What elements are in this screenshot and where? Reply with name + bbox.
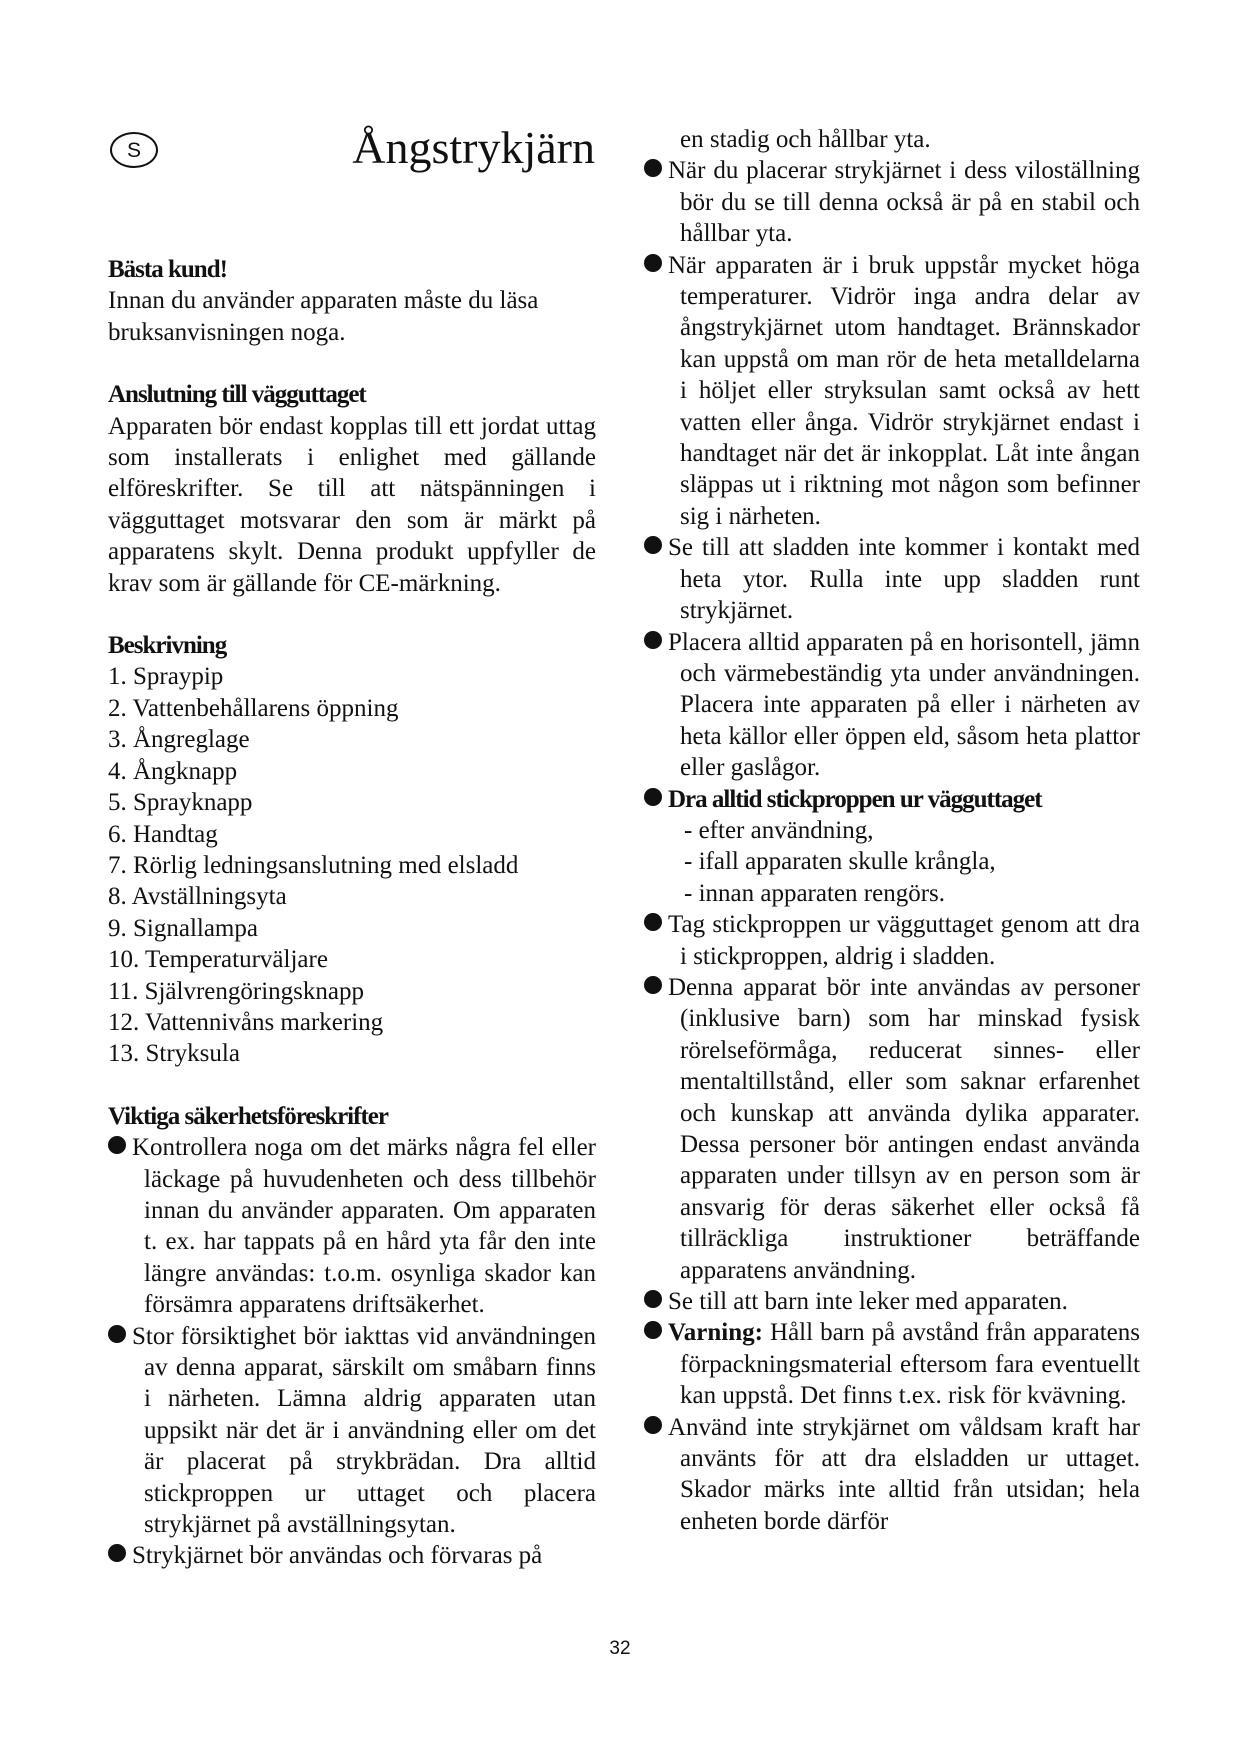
safety-bullet: Denna apparat bör inte användas av personer (inklusive barn) som har minskad fysisk rörelseförmåga, reducerat sinnes- eller mentaltillstånd, eller som saknar erfarenhet och kunskap att använda dylika apparater. Dessa personer bör antingen endast använda apparaten under tillsyn av en person som är ansvarig för deras säkerhet eller också få tillräckliga instruktioner beträffande apparatens användning. [644, 972, 1140, 1286]
parts-list-item: 3. Ångreglage [108, 726, 250, 754]
bullet-dot-icon [644, 788, 662, 806]
safety-bullet: När apparaten är i bruk uppstår mycket höga temperaturer. Vidrör inga andra delar av ångstrykjärnet utom handtaget. Brännskador kan uppstå om man rör de heta metalldelarna i höljet eller stryksulan samt också av hett vatten eller ånga. Vidrör strykjärnet endast i handtaget när det är inkopplat. Låt inte ångan släppas ut i riktning mot någon som befinner sig i närheten. [644, 250, 1140, 533]
connection-heading: Anslutning till vägguttaget [108, 381, 366, 409]
safety-bullet: Se till att sladden inte kommer i kontakt med heta ytor. Rulla inte upp sladden runt strykjärnet. [644, 532, 1140, 626]
bullet-dot-icon [644, 631, 662, 649]
bullet-dot-icon [644, 976, 662, 994]
description-section [108, 630, 596, 1070]
safety-bullet: Se till att barn inte leker med apparaten. [644, 1286, 1140, 1317]
bullet-dot-icon [644, 1321, 662, 1339]
safety-section [108, 1101, 596, 1572]
unplug-item: - ifall apparaten skulle krångla, [684, 848, 996, 876]
safety-heading: Viktiga säkerhetsföreskrifter [108, 1102, 388, 1130]
page-title: Ångstrykjärn [352, 122, 595, 173]
description-heading: Beskrivning [108, 632, 227, 660]
safety-bullet: När du placerar strykjärnet i dess viloställning bör du se till denna också är på en stabil och hållbar yta. [644, 155, 1140, 249]
language-badge: S [110, 132, 158, 168]
left-column [108, 254, 596, 1572]
safety-bullet: Placera alltid apparaten på en horisontell, jämn och värmebeständig yta under användningen. Placera inte apparaten på eller i närheten av heta källor eller öppen eld, såsom heta plattor eller gaslågor. [644, 627, 1140, 784]
bullet-dot-icon [108, 1136, 126, 1154]
greeting-section [108, 254, 596, 348]
parts-list-item: 11. Självrengöringsknapp [108, 977, 364, 1005]
parts-list [108, 661, 596, 1069]
parts-list-item: 8. Avställningsyta [108, 883, 287, 911]
unplug-item: - innan apparaten rengörs. [684, 879, 945, 907]
bullet-dot-icon [108, 1325, 126, 1343]
parts-list-item: 6. Handtag [108, 820, 218, 848]
bullet-dot-icon [644, 1290, 662, 1308]
bullet-dot-icon [644, 254, 662, 272]
safety-bullet: Stor försiktighet bör iakttas vid användningen av denna apparat, särskilt om småbarn finns i närheten. Lämna aldrig apparaten utan uppsikt när det är i användning eller om det är placerat på strykbrädan. Dra alltid stickproppen ur uttaget och placera strykjärnet på avställningsytan. [108, 1321, 596, 1541]
parts-list-item: 12. Vattennivåns markering [108, 1008, 384, 1036]
bullet-dot-icon [644, 913, 662, 931]
warning-label: Varning: [668, 1319, 763, 1347]
parts-list-item: 1. Spraypip [108, 663, 224, 691]
page-number: 32 [609, 1638, 631, 1659]
unplug-item: - efter användning, [684, 816, 874, 844]
parts-list-item: 7. Rörlig ledningsanslutning med elsladd [108, 851, 519, 879]
parts-list-item: 4. Ångknapp [108, 757, 238, 785]
bullet-dot-icon [644, 536, 662, 554]
safety-bullet: Kontrollera noga om det märks några fel eller läckage på huvudenheten och dess tillbehör innan du använder apparaten. Om apparaten t. ex. har tappats på en hård yta får den inte längre användas: t.o.m. osynliga skador kan försämra apparatens driftsäkerhet. [108, 1132, 596, 1320]
greeting-text: Innan du använder apparaten måste du läsa bruksanvisningen noga. [108, 287, 539, 346]
parts-list-item: 10. Temperaturväljare [108, 946, 328, 974]
warning-text: Håll barn på avstånd från apparatens förpackningsmaterial eftersom fara eventuellt kan uppstå. Det finns t.ex. risk för kvävning. [680, 1319, 1140, 1410]
bullet-dot-icon [644, 159, 662, 177]
bullet-dot-icon [108, 1544, 126, 1562]
bullet-dot-icon [644, 1416, 662, 1434]
right-column [644, 124, 1140, 1537]
parts-list-item: 13. Stryksula [108, 1040, 240, 1068]
parts-list-item: 9. Signallampa [108, 914, 258, 942]
greeting-heading: Bästa kund! [108, 256, 227, 283]
parts-list-item: 5. Sprayknapp [108, 789, 253, 817]
connection-text: Apparaten bör endast kopplas till ett jordat uttag som installerats i enlighet med gällande elföreskrifter. Se till att nätspänningen i vägguttaget motsvarar den som är märkt på apparatens skylt. Denna produkt uppfyller de krav som är gällande för CE-märkning. [108, 412, 596, 597]
unplug-heading: Dra alltid stickproppen ur vägguttaget [668, 785, 1042, 813]
safety-bullet: Tag stickproppen ur vägguttaget genom att dra i stickproppen, aldrig i sladden. [644, 909, 1140, 972]
safety-bullet: Strykjärnet bör användas och förvaras på [108, 1540, 596, 1571]
parts-list-item: 2. Vattenbehållarens öppning [108, 694, 399, 722]
unplug-bullet [644, 784, 1140, 815]
connection-section [108, 379, 596, 599]
warning-bullet [644, 1317, 1140, 1411]
safety-bullet: Använd inte strykjärnet om våldsam kraft har använts för att dra elsladden ur uttaget. Skador märks inte alltid från utsidan; hela enheten borde därför [644, 1412, 1140, 1538]
continued-text: en stadig och hållbar yta. [680, 126, 931, 153]
